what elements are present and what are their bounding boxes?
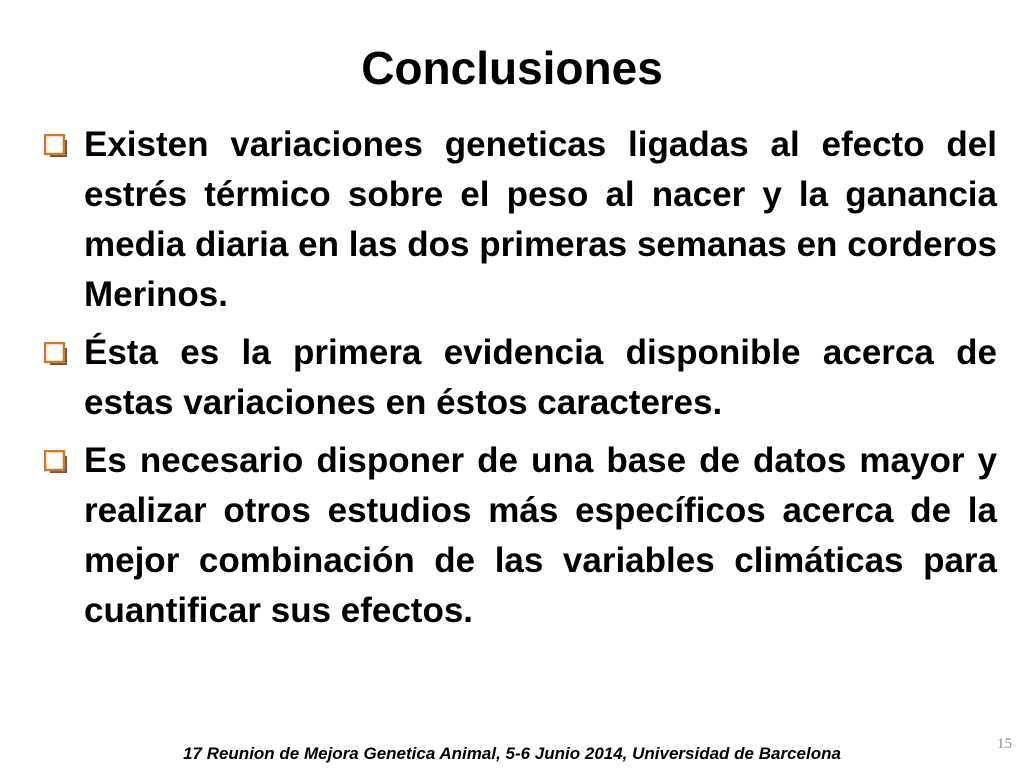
slide-title: Conclusiones	[361, 42, 663, 94]
bullet-text-2: Ésta es la primera evidencia disponible acerca de estas variaciones en éstos caracteres.	[84, 333, 997, 422]
page-number: 15	[997, 736, 1012, 752]
footer-text: 17 Reunion de Mejora Genetica Animal, 5-6 Junio 2014, Universidad de Barcelona	[183, 744, 841, 763]
hollow-square-bullet-icon	[44, 450, 68, 474]
bullet-item-1	[44, 120, 997, 320]
hollow-square-bullet-icon	[44, 134, 68, 158]
bullet-list	[44, 120, 997, 644]
bullet-item-2	[44, 328, 997, 428]
bullet-text-1: Existen variaciones geneticas ligadas al efecto del estrés térmico sobre el peso al nacer y la ganancia media diaria en las dos primeras semanas en corderos Merinos.	[84, 125, 997, 314]
hollow-square-bullet-icon	[44, 342, 68, 366]
bullet-item-3	[44, 436, 997, 636]
bullet-text-3: Es necesario disponer de una base de datos mayor y realizar otros estudios más específicos acerca de la mejor combinación de las variables climáticas para cuantificar sus efectos.	[84, 441, 997, 630]
